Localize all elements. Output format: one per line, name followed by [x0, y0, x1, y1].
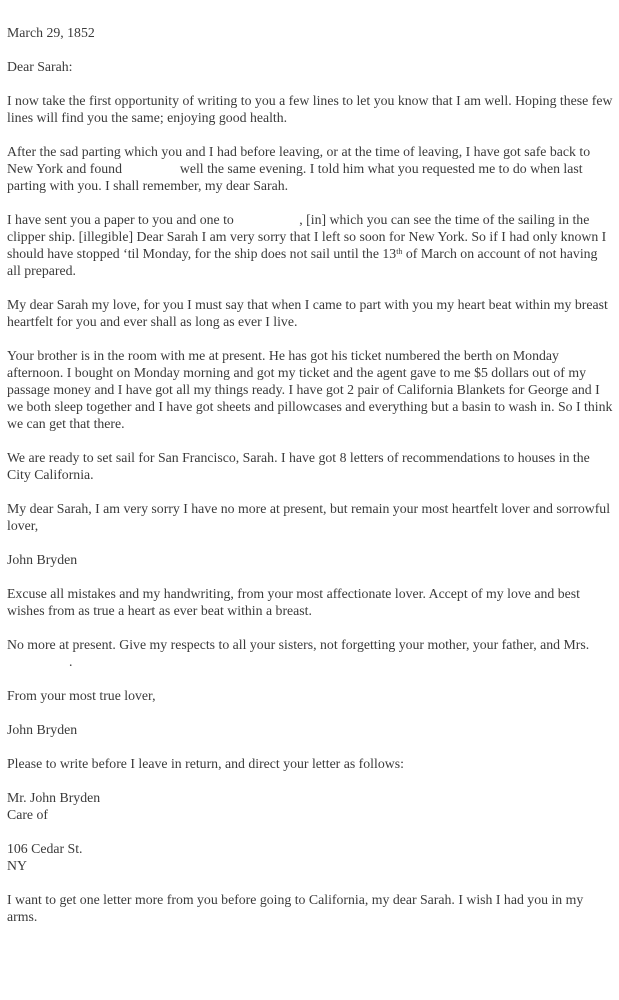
address-line-2: Care of: [7, 807, 48, 822]
paragraph-2: [7, 143, 613, 194]
paragraph-9: [7, 636, 613, 670]
paragraph-3-part-c: of March on account of not having all prepared.: [7, 246, 598, 278]
address-block-2: [7, 840, 613, 874]
paragraph-10: Please to write before I leave in return, and direct your letter as follows:: [7, 756, 404, 771]
paragraph-4: My dear Sarah my love, for you I must say that when I came to part with you my heart beat within my breast heartfelt for you and ever shall as long as ever I live.: [7, 297, 608, 329]
paragraph-3-part-a: I have sent you a paper to you and one to: [7, 212, 234, 227]
address-line-1: Mr. John Bryden: [7, 790, 101, 805]
paragraph-9-part-b: .: [69, 654, 73, 669]
paragraph-3: [7, 211, 613, 279]
paragraph-9-part-a: No more at present. Give my respects to all your sisters, not forgetting your mother, your father, and Mrs.: [7, 637, 590, 652]
paragraph-11: I want to get one letter more from you before going to California, my dear Sarah. I wish I had you in my arms.: [7, 892, 584, 924]
paragraph-2-part-a: After the sad parting which you and I had before leaving, or at the time of leaving, I have got safe back to New York and found: [7, 144, 591, 176]
paragraph-7: My dear Sarah, I am very sorry I have no more at present, but remain your most heartfelt lover and sorrowful lover,: [7, 501, 611, 533]
paragraph-8: Excuse all mistakes and my handwriting, from your most affectionate lover. Accept of my love and best wishes from as true a heart as ever beat within a breast.: [7, 586, 580, 618]
paragraph-1: I now take the first opportunity of writing to you a few lines to let you know that I am well. Hoping these few lines will find you the same; enjoying good health.: [7, 93, 613, 125]
closing: From your most true lover,: [7, 688, 156, 703]
address-line-4: NY: [7, 858, 27, 873]
paragraph-5: Your brother is in the room with me at present. He has got his ticket numbered the berth on Monday afternoon. I bought on Monday morning and got my ticket and the agent gave to me $5 dollars out of my passage money and I have got all my things ready. I have got 2 pair of California Blankets for George and I we both sleep together and I have got sheets and pillowcases and everything but a basin to wash in. So I think we can get that there.: [7, 348, 613, 431]
signature: John Bryden: [7, 722, 78, 737]
paragraph-2-part-b: well the same evening. I told him what you requested me to do when last parting with you. I shall remember, my dear Sarah.: [7, 161, 583, 193]
letter-salutation: Dear Sarah:: [7, 59, 73, 74]
paragraph-6: We are ready to set sail for San Francisco, Sarah. I have got 8 letters of recommendations to houses in the City California.: [7, 450, 590, 482]
address-line-3: 106 Cedar St.: [7, 841, 83, 856]
signature: John Bryden: [7, 552, 78, 567]
letter-date: March 29, 1852: [7, 25, 95, 40]
paragraph-3-part-b: , [in] which you can see the time of the sailing in the clipper ship. [illegible] Dear Sarah I am very sorry that I left so soon for New York. So if I had only known I should have stopped ‘til Monday, for the ship does not sail until the 13: [7, 212, 607, 261]
address-block-1: [7, 789, 613, 823]
ordinal-suffix: th: [396, 247, 403, 256]
